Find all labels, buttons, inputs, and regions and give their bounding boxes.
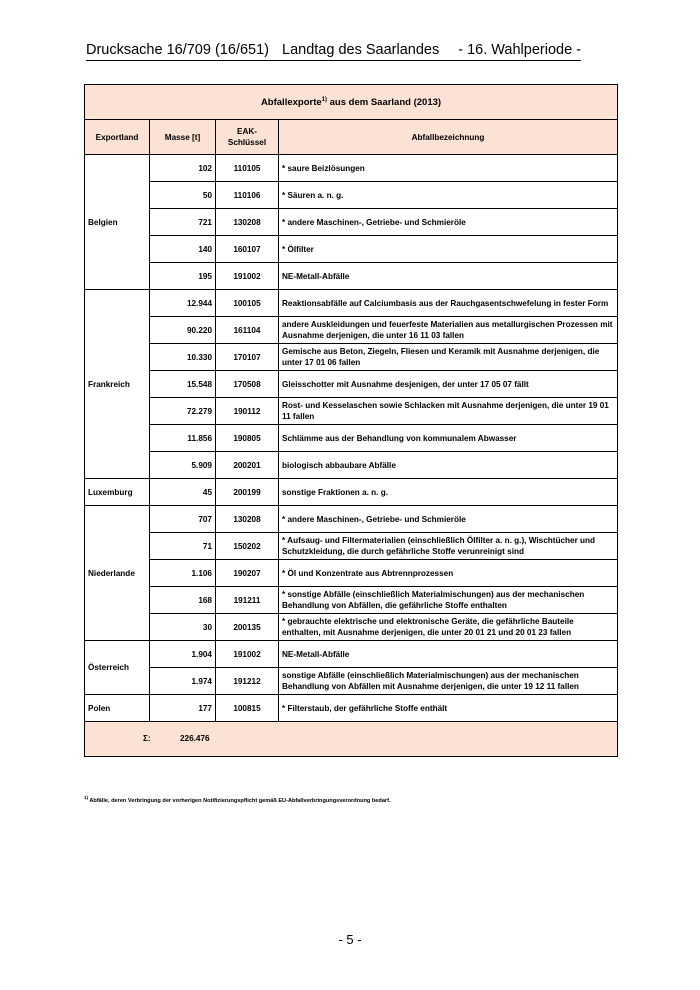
country-cell: Österreich [85,641,150,695]
mass-cell: 72.279 [150,398,216,425]
description-cell: * sonstige Abfälle (einschließlich Materialmischungen) aus der mechanischen Behandlung von Abfällen, die gefährliche Stoffe enthalten [279,587,618,614]
table-title: Abfallexporte$^{1)}$ aus dem Saarland (2013) [85,85,618,120]
mass-cell: 1.106 [150,560,216,587]
description-cell: Gleisschotter mit Ausnahme desjenigen, der unter 17 05 07 fällt [279,371,618,398]
table-row [85,479,618,506]
code-cell: 160107 [216,236,279,263]
description-cell: * Aufsaug- und Filtermaterialien (einschließlich Ölfilter a. n. g.), Wischtücher und Schutzkleidung, die durch gefährliche Stoffe verunreinigt sind [279,533,618,560]
table-row [85,317,618,344]
table-row [85,587,618,614]
code-cell: 200135 [216,614,279,641]
description-cell: NE-Metall-Abfälle [279,641,618,668]
table-row [85,155,618,182]
code-cell: 110105 [216,155,279,182]
description-cell: Gemische aus Beton, Ziegeln, Fliesen und Keramik mit Ausnahme derjenigen, die unter 17 01 06 fallen [279,344,618,371]
table-row [85,695,618,722]
table-row [85,290,618,317]
mass-cell: 15.548 [150,371,216,398]
country-cell: Belgien [85,155,150,290]
page-number: - 5 - [338,932,362,947]
description-cell: NE-Metall-Abfälle [279,263,618,290]
mass-cell: 140 [150,236,216,263]
sum-row [85,722,618,757]
table-row [85,506,618,533]
description-cell: andere Auskleidungen und feuerfeste Materialien aus metallurgischen Prozessen mit Ausnahme derjenigen, die unter 16 11 03 fallen [279,317,618,344]
table-row [85,182,618,209]
document-number: Drucksache 16/709 (16/651) [86,42,269,58]
table-row [85,398,618,425]
table-row [85,560,618,587]
code-cell: 191002 [216,263,279,290]
code-cell: 100815 [216,695,279,722]
description-cell: * andere Maschinen-, Getriebe- und Schmieröle [279,209,618,236]
country-cell: Frankreich [85,290,150,479]
table-row [85,452,618,479]
mass-cell: 90.220 [150,317,216,344]
column-header-mass: Masse [t] [150,120,216,155]
mass-cell: 30 [150,614,216,641]
code-cell: 170508 [216,371,279,398]
mass-cell: 168 [150,587,216,614]
mass-cell: 707 [150,506,216,533]
column-header-country: Exportland [85,120,150,155]
code-cell: 110106 [216,182,279,209]
mass-cell: 1.904 [150,641,216,668]
description-cell: Reaktionsabfälle auf Calciumbasis aus der Rauchgasentschwefelung in fester Form [279,290,618,317]
table-row [85,533,618,560]
code-cell: 190805 [216,425,279,452]
code-cell: 130208 [216,209,279,236]
code-cell: 170107 [216,344,279,371]
description-cell: * Filterstaub, der gefährliche Stoffe enthält [279,695,618,722]
mass-cell: 721 [150,209,216,236]
description-cell: sonstige Fraktionen a. n. g. [279,479,618,506]
code-cell: 190207 [216,560,279,587]
mass-cell: 5.909 [150,452,216,479]
table-row [85,614,618,641]
table-row [85,209,618,236]
code-cell: 191002 [216,641,279,668]
description-cell: * Öl und Konzentrate aus Abtrennprozessen [279,560,618,587]
mass-cell: 1.974 [150,668,216,695]
table-row [85,236,618,263]
table-header-row [85,120,618,155]
waste-export-table [84,84,618,757]
table-row [85,344,618,371]
code-cell: 191212 [216,668,279,695]
description-cell: Rost- und Kesselaschen sowie Schlacken mit Ausnahme derjenigen, die unter 19 01 11 fallen [279,398,618,425]
description-cell: * saure Beizlösungen [279,155,618,182]
mass-cell: 195 [150,263,216,290]
code-cell: 200199 [216,479,279,506]
mass-cell: 11.856 [150,425,216,452]
parliament-name: Landtag des Saarlandes [282,42,440,58]
code-cell: 190112 [216,398,279,425]
description-cell: Schlämme aus der Behandlung von kommunalem Abwasser [279,425,618,452]
page-header [86,42,581,61]
column-header-code: EAK-Schlüssel [216,120,279,155]
sum-value: 226.476 [180,734,210,743]
footnote: $^{1)}$ Abfälle, deren Verbringung der vorherigen Notifizierungspflicht gemäß EU-Abfallverbringungsverordnung bedarf. [84,795,391,804]
column-header-description: Abfallbezeichnung [279,120,618,155]
mass-cell: 50 [150,182,216,209]
country-cell: Luxemburg [85,479,150,506]
mass-cell: 12.944 [150,290,216,317]
mass-cell: 71 [150,533,216,560]
mass-cell: 102 [150,155,216,182]
mass-cell: 10.330 [150,344,216,371]
table-row [85,371,618,398]
description-cell: sonstige Abfälle (einschließlich Materialmischungen) aus der mechanischen Behandlung von Abfällen mit Ausnahme derjenigen, die unter 19 12 11 fallen [279,668,618,695]
legislative-period: - 16. Wahlperiode - [458,42,581,58]
mass-cell: 45 [150,479,216,506]
sum-label: Σ: [143,734,151,743]
description-cell: * gebrauchte elektrische und elektronische Geräte, die gefährliche Bauteile enthalten, mit Ausnahme derjenigen, die unter 20 01 21 und 20 01 23 fallen [279,614,618,641]
description-cell: biologisch abbaubare Abfälle [279,452,618,479]
code-cell: 200201 [216,452,279,479]
description-cell: * Säuren a. n. g. [279,182,618,209]
code-cell: 161104 [216,317,279,344]
table-row [85,668,618,695]
country-cell: Niederlande [85,506,150,641]
code-cell: 191211 [216,587,279,614]
code-cell: 150202 [216,533,279,560]
table-row [85,425,618,452]
code-cell: 100105 [216,290,279,317]
code-cell: 130208 [216,506,279,533]
description-cell: * Ölfilter [279,236,618,263]
mass-cell: 177 [150,695,216,722]
description-cell: * andere Maschinen-, Getriebe- und Schmieröle [279,506,618,533]
table-row [85,263,618,290]
table-row [85,641,618,668]
country-cell: Polen [85,695,150,722]
